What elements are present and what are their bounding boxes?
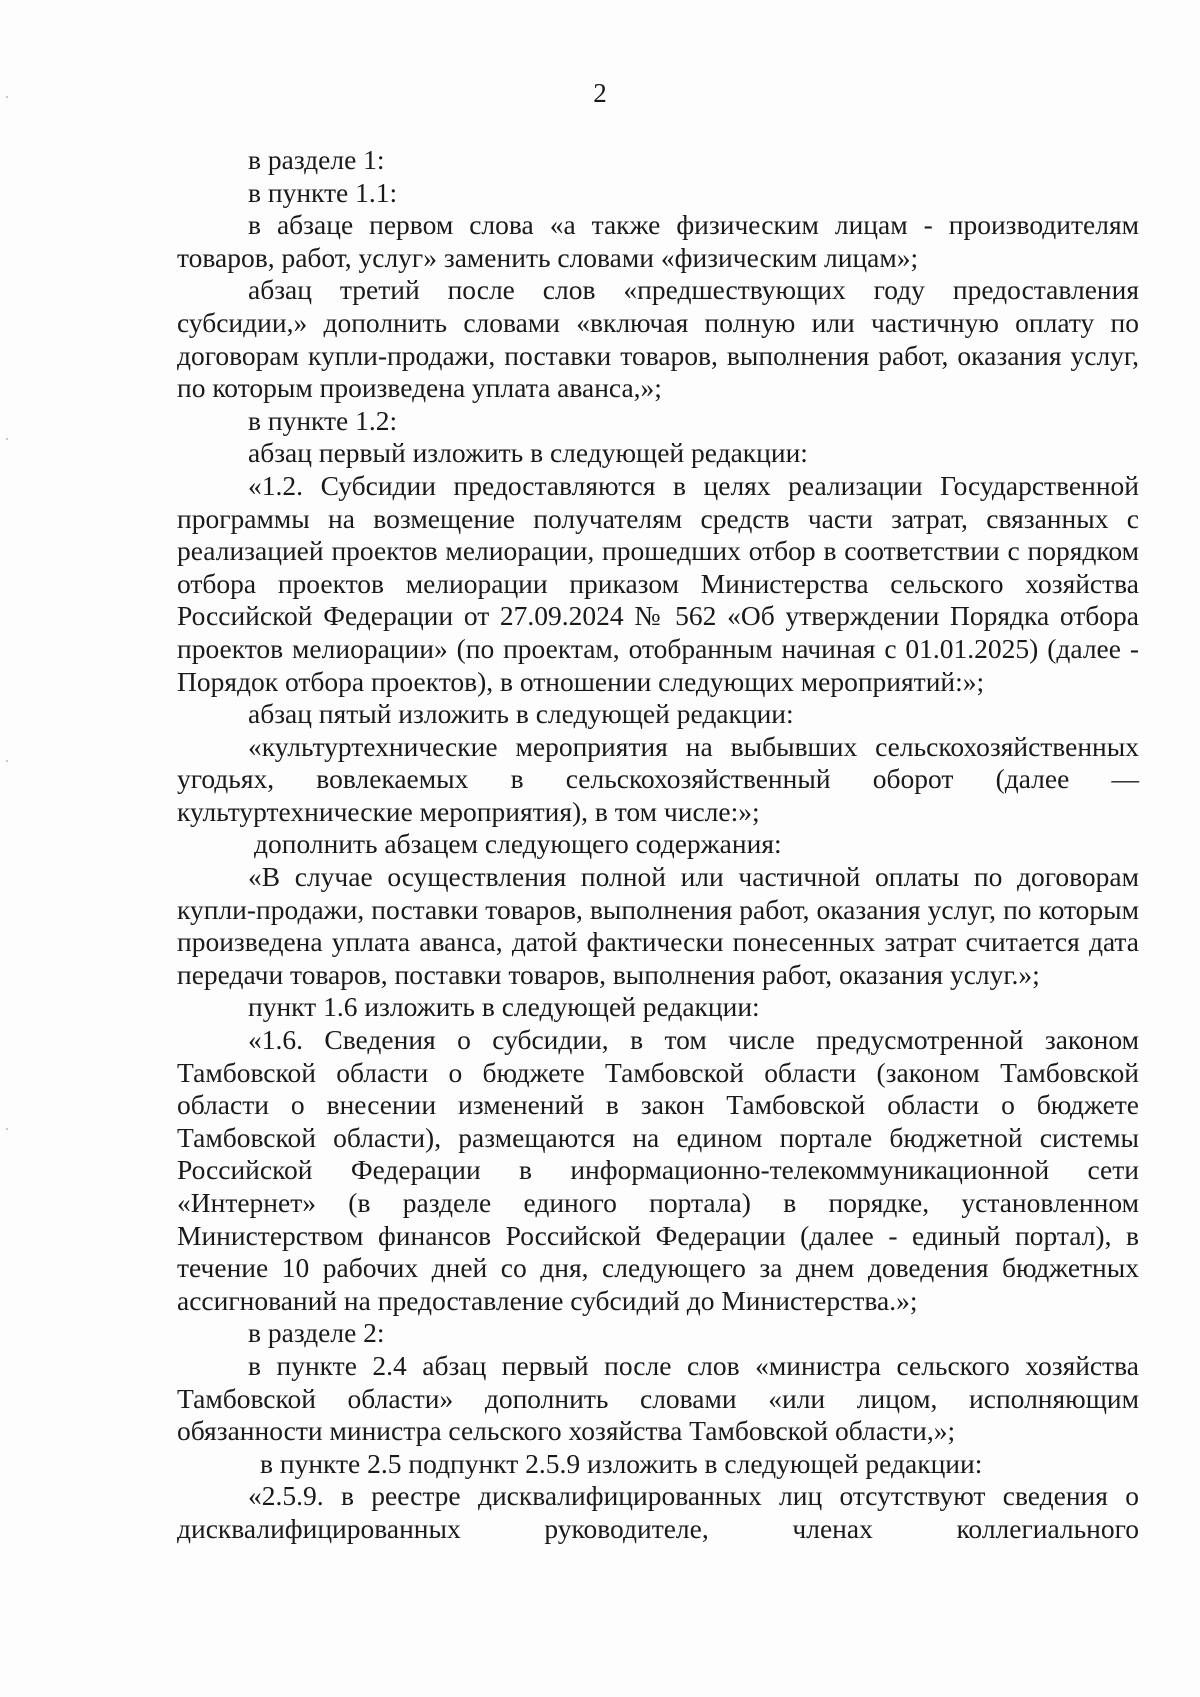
paragraph-section-1: в разделе 1: [248,144,385,175]
paragraph-fifth-abzac-intro: абзац пятый изложить в следующей редакции: [248,698,794,730]
paragraph-point-1-1-first-abzac: в абзаце первом слова «а также физическим лицам - производителям товаров, работ, услуг» заменить словами «физическим лицам»; [177,209,1139,273]
paragraph-point-2-4: в пункте 2.4 абзац первый после слов «министра сельского хозяйства Тамбовской области» дополнить словами «или лицом, исполняющим обязанности министра сельского хозяйства Тамбовской области,»; [177,1349,1139,1447]
paragraph-point-1-6-intro: пункт 1.6 изложить в следующей редакции: [248,991,760,1023]
scan-margin-speck [6,96,8,98]
paragraph-added-abzac-text: «В случае осуществления полной или частичной оплаты по договорам купли-продажи, поставки товаров, выполнения работ, оказания услуг, по которым произведена уплата аванса, датой фактически понесенных затрат считается дата передачи товаров, поставки товаров, выполнения работ, оказания услуг.»; [177,861,1139,990]
paragraph-point-1-1-third-abzac: абзац третий после слов «предшествующих году предоставления субсидии,» дополнить словами «включая полную или частичную оплату по договорам купли-продажи, поставки товаров, выполнения работ, оказания услуг, по которым произведена уплата аванса,»; [177,274,1139,404]
document-body [177,144,1139,1546]
paragraph-section-2: в разделе 2: [248,1317,385,1349]
scan-margin-speck [6,1128,8,1130]
paragraph-point-1-6-new-text: «1.6. Сведения о субсидии, в том числе предусмотренной законом Тамбовской области о бюджете Тамбовской области (законом Тамбовской области о внесении изменений в закон Тамбовской области о бюджете Тамбовской области), размещаются на едином портале бюджетной системы Российской Федерации в информационно-телекоммуникационной сети «Интернет» (в разделе единого портала) в порядке, установленном Министерством финансов Российской Федерации (далее - единый портал), в течение 10 рабочих дней со дня, следующего за днем доведения бюджетных ассигнований на предоставление субсидий до Министерства.»; [177,1024,1139,1316]
scan-margin-speck [6,760,8,762]
paragraph-point-1-1: в пункте 1.1: [248,176,398,208]
paragraph-point-1-2-new-text: «1.2. Субсидии предоставляются в целях реализации Государственной программы на возмещение получателям средств части затрат, связанных с реализацией проектов мелиорации, прошедших отбор в соответствии с порядком отбора проектов мелиорации приказом Министерства сельского хозяйства Российской Федерации от 27.09.2024 № 562 «Об утверждении Порядка отбора проектов мелиорации» (по проектам, отобранным начиная с 01.01.2025) (далее - Порядок отбора проектов), в отношении следующих мероприятий:»; [177,469,1139,697]
paragraph-point-2-5-intro: в пункте 2.5 подпункт 2.5.9 изложить в следующей редакции: [260,1447,983,1479]
paragraph-fifth-abzac-new-text: «культуртехнические мероприятия на выбывших сельскохозяйственных угодьях, вовлекаемых в сельскохозяйственный оборот (далее — культуртехнические мероприятия), в том числе:»; [177,730,1139,827]
paragraph-point-1-2: в пункте 1.2: [248,404,398,436]
scan-margin-speck [6,438,8,440]
paragraph-add-abzac-intro: дополнить абзацем следующего содержания: [254,828,782,860]
paragraph-subpoint-2-5-9-text: «2.5.9. в реестре дисквалифицированных лиц отсутствуют сведения о дисквалифицированных руководителе, членах коллегиального [177,1480,1139,1544]
page-number: 2 [593,78,607,108]
paragraph-point-1-2-first-abzac-intro: абзац первый изложить в следующей редакции: [248,437,808,469]
